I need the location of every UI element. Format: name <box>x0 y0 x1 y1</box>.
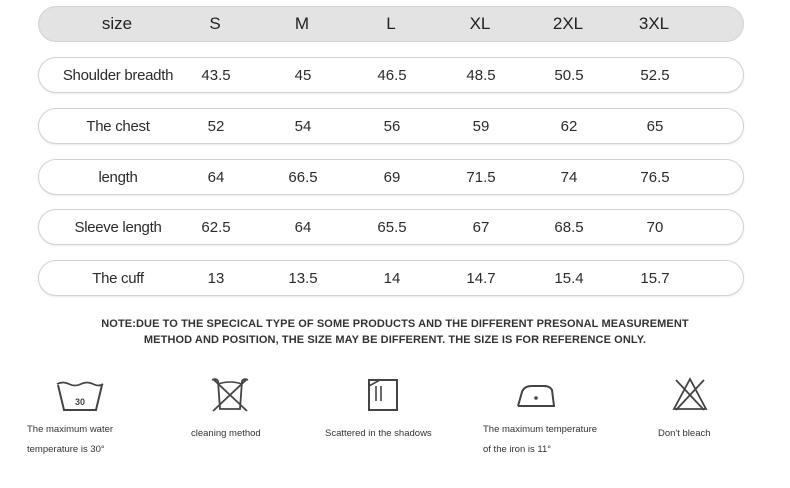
table-cell: 66.5 <box>288 168 318 186</box>
size-note <box>40 316 750 348</box>
wash-label-line-1: The maximum water <box>27 424 114 435</box>
table-cell: 48.5 <box>466 66 496 84</box>
no-bleach-icon <box>671 376 709 412</box>
table-cell: 74 <box>560 168 578 186</box>
table-cell: 65 <box>646 117 664 135</box>
table-cell: 67 <box>472 218 490 236</box>
table-row <box>38 108 744 144</box>
table-cell: 64 <box>207 168 225 186</box>
table-row <box>38 260 744 296</box>
dry-label: Scattered in the shadows <box>325 428 432 439</box>
row-label: length <box>98 168 138 186</box>
no-dry-clean-icon <box>210 376 250 414</box>
table-row <box>38 57 744 93</box>
dryclean-label: cleaning method <box>191 428 261 439</box>
row-label: The chest <box>86 117 150 135</box>
wash-tub-icon <box>54 380 106 412</box>
table-cell: 52 <box>207 117 225 135</box>
table-row <box>38 159 744 195</box>
table-cell: 14 <box>383 269 401 287</box>
header-2xl: 2XL <box>552 14 584 33</box>
table-cell: 56 <box>383 117 401 135</box>
header-xl: XL <box>469 14 491 33</box>
table-cell: 15.4 <box>554 269 584 287</box>
size-table-header <box>38 6 744 42</box>
note-line-1: NOTE:DUE TO THE SPECICAL TYPE OF SOME PRODUCTS AND THE DIFFERENT PRESONAL MEASUREMENT <box>101 318 689 330</box>
note-line-2: METHOD AND POSITION, THE SIZE MAY BE DIFFERENT. THE SIZE IS FOR REFERENCE ONLY. <box>143 334 647 346</box>
row-label: The cuff <box>92 269 144 287</box>
table-cell: 45 <box>294 66 312 84</box>
row-label: Sleeve length <box>74 218 162 236</box>
header-m: M <box>294 14 310 33</box>
header-s: S <box>209 14 221 33</box>
table-cell: 62 <box>560 117 578 135</box>
table-cell: 62.5 <box>201 218 231 236</box>
header-size: size <box>101 14 133 33</box>
table-cell: 54 <box>294 117 312 135</box>
header-l: L <box>386 14 396 33</box>
table-row <box>38 209 744 245</box>
wash-label <box>27 420 113 460</box>
table-cell: 59 <box>472 117 490 135</box>
table-cell: 15.7 <box>640 269 670 287</box>
table-cell: 13.5 <box>288 269 318 287</box>
row-label: Shoulder breadth <box>62 66 174 84</box>
table-cell: 13 <box>207 269 225 287</box>
table-cell: 64 <box>294 218 312 236</box>
table-cell: 68.5 <box>554 218 584 236</box>
bleach-label: Don't bleach <box>658 428 711 439</box>
table-cell: 52.5 <box>640 66 670 84</box>
iron-label-line-1: The maximum temperature <box>483 424 598 435</box>
table-cell: 14.7 <box>466 269 496 287</box>
table-cell: 71.5 <box>466 168 496 186</box>
table-cell: 76.5 <box>640 168 670 186</box>
iron-label-line-2: of the iron is 11° <box>483 444 552 455</box>
iron-label <box>483 420 597 460</box>
wash-label-line-2: temperature is 30° <box>27 444 105 455</box>
table-cell: 69 <box>383 168 401 186</box>
wash-temp-label: 30 <box>74 397 86 407</box>
table-cell: 70 <box>646 218 664 236</box>
dry-in-shade-icon <box>366 377 400 413</box>
table-cell: 43.5 <box>201 66 231 84</box>
iron-icon <box>514 380 558 410</box>
header-3xl: 3XL <box>638 14 670 33</box>
table-cell: 50.5 <box>554 66 584 84</box>
table-cell: 65.5 <box>377 218 407 236</box>
table-cell: 46.5 <box>377 66 407 84</box>
